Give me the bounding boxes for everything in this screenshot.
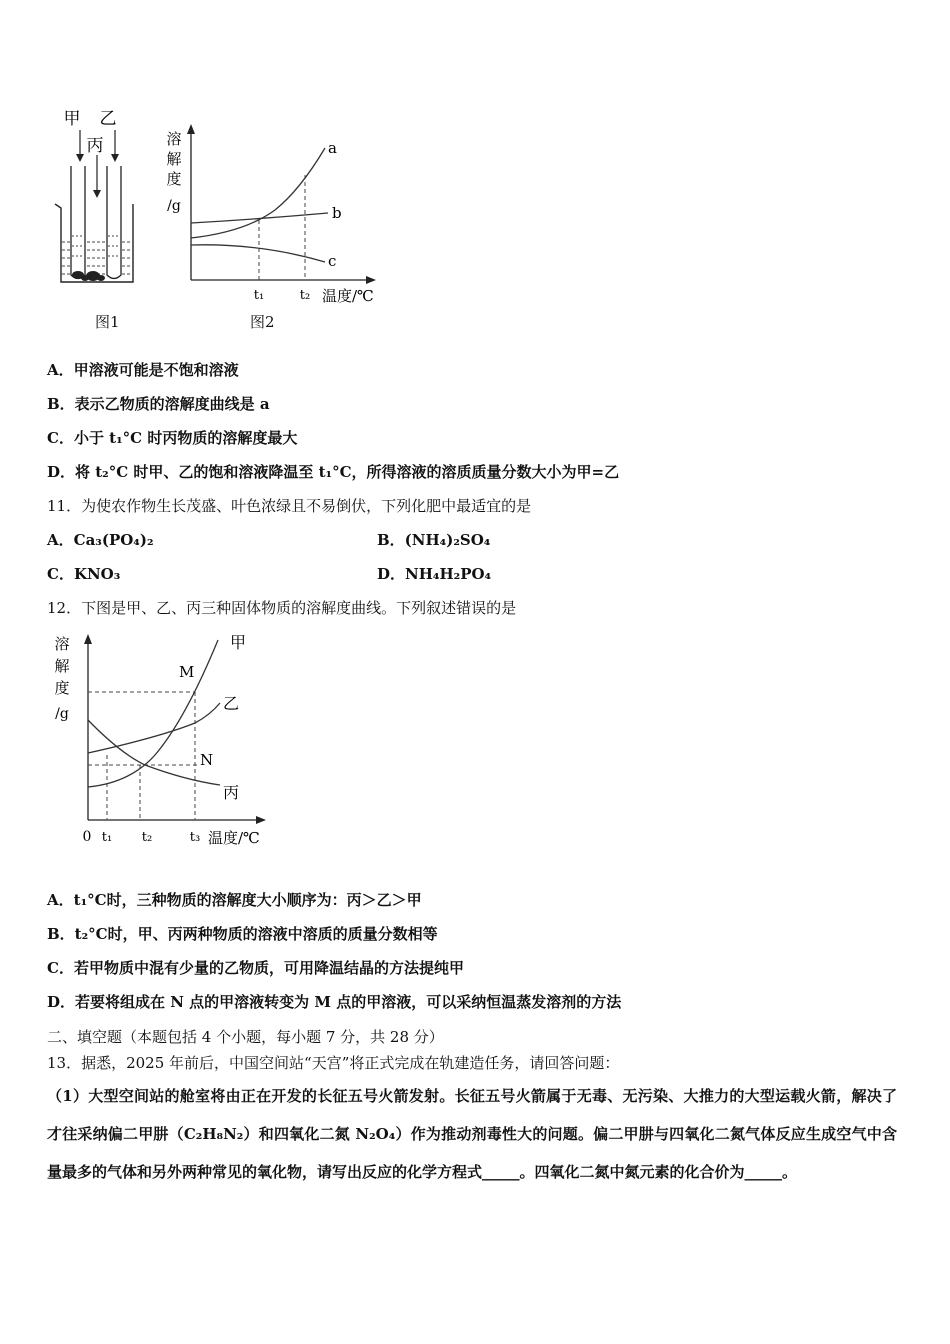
- q12-label-jia: 甲: [230, 633, 247, 652]
- fig2-ylabel-2: 解: [166, 150, 182, 168]
- figure1-caption: 图1: [95, 313, 120, 331]
- fig2-label-a: a: [328, 139, 337, 157]
- fig1-label-bing: 丙: [86, 136, 104, 156]
- q12-point-m: M: [179, 663, 195, 681]
- fig2-label-b: b: [332, 204, 342, 222]
- fig2-label-c: c: [328, 252, 337, 270]
- q10-option-d: D．将 t₂°C 时甲、乙的饱和溶液降温至 t₁°C，所得溶液的溶质质量分数大小为甲=乙: [47, 463, 620, 481]
- fig2-tick-t2: t₂: [299, 288, 311, 303]
- q12-solubility-chart: [50, 625, 290, 855]
- q12-option-a: A．t₁°C时，三种物质的溶解度大小顺序为：丙＞乙＞甲: [47, 891, 422, 909]
- q12-option-c: C．若甲物质中混有少量的乙物质，可用降温结晶的方法提纯甲: [47, 959, 464, 977]
- q12-tick-t3: t₃: [189, 830, 201, 845]
- q12-ylabel-1: 溶: [54, 635, 70, 653]
- q12-curve-yi: [88, 703, 220, 753]
- fig2-ylabel-1: 溶: [166, 130, 182, 148]
- q12-ylabel-2: 解: [54, 657, 70, 675]
- q10-option-b: B．表示乙物质的溶解度曲线是 a: [47, 395, 270, 413]
- figure2-caption: 图2: [250, 313, 275, 331]
- q11-option-b: B．(NH₄)₂SO₄: [377, 531, 491, 549]
- q11-option-c: C．KNO₃: [47, 565, 121, 583]
- q12-ylabel-3: 度: [54, 679, 70, 697]
- q12-label-bing: 丙: [223, 783, 240, 802]
- q11-option-a: A．Ca₃(PO₄)₂: [47, 531, 154, 549]
- q12-tick-t1: t₁: [101, 830, 113, 845]
- q12-option-b: B．t₂°C时，甲、丙两种物质的溶液中溶质的质量分数相等: [47, 925, 438, 943]
- q12-tick-t2: t₂: [141, 830, 153, 845]
- figure2-solubility-chart: [160, 120, 390, 310]
- q12-ylabel-4: /g: [55, 706, 69, 722]
- fig1-label-jia: 甲: [63, 109, 81, 129]
- q12-label-yi: 乙: [223, 694, 240, 713]
- q12-stem: 12．下图是甲、乙、丙三种固体物质的溶解度曲线。下列叙述错误的是: [47, 599, 517, 617]
- figure1-beaker-diagram: [45, 100, 145, 340]
- fig2-ylabel-3: 度: [166, 170, 182, 188]
- section2-heading: 二、填空题（本题包括 4 个小题，每小题 7 分，共 28 分）: [47, 1028, 444, 1046]
- fig1-label-yi: 乙: [99, 109, 117, 129]
- fig2-tick-t1: t₁: [253, 288, 265, 303]
- q13-part1: （1）大型空间站的舱室将由正在开发的长征五号火箭发射。长征五号火箭属于无毒、无污染、大推力的大型运载火箭，解决了才往采纳偏二甲肼（C₂H₈N₂）和四氧化二氮 N₂O₄）作为推动剂毒性大的问题。偏二甲肼与四氧化二氮气体反应生成空气中含量最多的气体和另外两种常见的氧化物，请写出反应的化学方程式_____。四氧化二氮中氮元素的化合价为_____。: [47, 1087, 897, 1181]
- q10-option-a: A．甲溶液可能是不饱和溶液: [47, 361, 239, 379]
- q12-xlabel: 温度/℃: [208, 829, 260, 847]
- q11-option-d: D．NH₄H₂PO₄: [377, 565, 492, 583]
- q12-point-n: N: [200, 751, 214, 769]
- fig2-ylabel-4: /g: [167, 198, 181, 214]
- fig2-xlabel: 温度/℃: [322, 287, 374, 305]
- q12-option-d: D．若要将组成在 N 点的甲溶液转变为 M 点的甲溶液，可以采纳恒温蒸发溶剂的方法: [47, 993, 622, 1011]
- q10-option-c: C．小于 t₁°C 时丙物质的溶解度最大: [47, 429, 298, 447]
- q12-origin: 0: [82, 829, 92, 845]
- q13-stem: 13．据悉，2025 年前后，中国空间站“天宫”将正式完成在轨建造任务，请回答问题：: [47, 1054, 620, 1072]
- q11-stem: 11．为使农作物生长茂盛、叶色浓绿且不易倒伏，下列化肥中最适宜的是: [47, 497, 532, 515]
